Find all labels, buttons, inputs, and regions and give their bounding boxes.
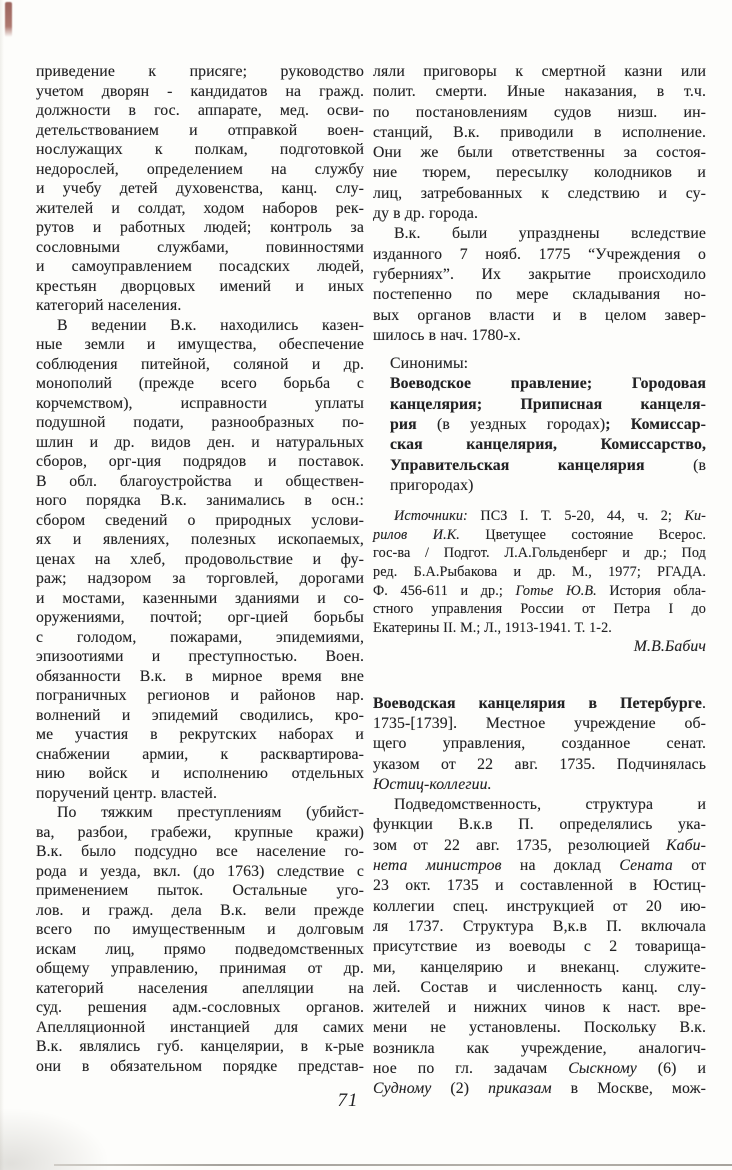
text-line	[36, 862, 364, 882]
text-line	[373, 775, 706, 795]
text-line	[36, 491, 364, 511]
text-line	[373, 526, 706, 545]
text-run: указом от 22 авг. 1735. Подчинялась	[373, 755, 706, 773]
text-run: Ки-	[684, 508, 706, 525]
text-run: на доклад	[501, 857, 620, 875]
text-line	[36, 920, 364, 940]
text-run: станций, В.к. приводили в исполнение.	[373, 123, 706, 141]
text-line	[36, 179, 364, 199]
text-run: ми, канцелярию и внеканц. служите-	[373, 958, 706, 976]
right-text-column	[373, 62, 706, 1100]
text-run: губерниях”. Их закрытие происходило	[373, 265, 706, 283]
text-line	[373, 917, 706, 937]
text-run: сбором сведений о природных услови-	[36, 511, 364, 529]
text-run: ред. Б.А.Рыбакова и др. М., 1977; РГАДА.	[373, 564, 706, 581]
text-run: .	[701, 694, 706, 712]
text-run: ме участия в рекрутских наборах и	[36, 726, 364, 743]
text-line	[390, 395, 706, 415]
text-line	[390, 415, 706, 435]
structure-paragraph	[373, 795, 706, 1099]
text-line	[36, 355, 364, 375]
text-line	[36, 589, 364, 609]
text-run: Источники:	[394, 508, 468, 525]
text-run: с голодом, пожарами, эпидемиями,	[36, 628, 364, 646]
page-edge-shadow	[54, 1164, 732, 1166]
text-line	[373, 204, 706, 224]
text-run: (в	[693, 456, 706, 474]
text-run: нию войск и исполнению отдельных	[36, 765, 364, 782]
text-line	[373, 285, 706, 305]
text-run: Сыскному	[568, 1060, 637, 1078]
text-run: крестьян дворцовых имений и иных	[36, 277, 364, 295]
text-run: общему управлению, принимая от др.	[36, 960, 364, 977]
text-line	[373, 897, 706, 917]
text-line	[36, 686, 364, 706]
text-line	[36, 706, 364, 726]
text-line	[373, 582, 706, 601]
text-line	[36, 472, 364, 492]
text-run: по постановлениям судов низш. ин-	[373, 103, 706, 121]
text-run: зом от 22 авг. 1735, резолюцией	[373, 836, 666, 854]
text-line	[373, 755, 706, 775]
text-line	[36, 1037, 364, 1057]
text-run: соблюдения питейной, соляной и др.	[36, 355, 364, 373]
text-line	[36, 160, 364, 180]
text-run: сборов, орг-ция подрядов и поставок.	[36, 453, 364, 470]
text-run: жителей и солдат, ходом наборов рек-	[36, 199, 364, 217]
text-line	[36, 101, 364, 121]
text-run: Юстиц-коллегии.	[373, 775, 492, 793]
text-line	[373, 245, 706, 265]
text-run: лиц, затребованных к следствию и су-	[373, 184, 706, 202]
text-line	[36, 374, 364, 394]
text-line	[36, 530, 364, 550]
text-run: В.к. было подсудно все население го-	[36, 843, 364, 860]
text-run: Каби-	[666, 836, 706, 854]
text-line	[373, 544, 706, 563]
text-run: мени не установлены. Поскольку В.к.	[373, 1019, 706, 1037]
text-run: Подведомственность, структура и	[394, 796, 706, 814]
scan-smudge	[0, 1108, 110, 1170]
text-line	[373, 937, 706, 957]
text-line	[373, 507, 706, 526]
text-line	[373, 836, 706, 856]
text-run: рода и уезда, вкл. (до 1763) следствие с	[36, 862, 364, 880]
text-run: щего управления, созданное сенат.	[373, 735, 706, 753]
text-run: полит. смерти. Иные наказания, в т.ч.	[373, 83, 706, 101]
text-line	[36, 569, 364, 589]
text-run: приказам	[488, 1080, 552, 1098]
text-run: стного управления России от Петра I до	[373, 601, 706, 618]
text-run: История обла-	[596, 582, 706, 599]
text-line	[390, 374, 706, 394]
text-run: они в обязательном порядке представ-	[36, 1057, 364, 1075]
text-run: детельствованием и отправкой воен-	[36, 121, 364, 139]
text-line	[373, 815, 706, 835]
sources-block	[373, 507, 706, 637]
text-run: ва, разбои, грабежи, крупные кражи)	[36, 823, 364, 841]
continuation-paragraph	[36, 62, 364, 316]
text-run: сословными службами, повинностями	[36, 238, 364, 256]
text-run: Воеводское правление; Городовая	[390, 375, 706, 393]
text-run: М.В.Бабич	[633, 638, 706, 656]
text-line	[36, 62, 364, 82]
text-line	[36, 199, 364, 219]
text-run: оружениями, почтой; орг-цией борьбы	[36, 609, 364, 626]
text-line	[373, 734, 706, 754]
text-line	[373, 619, 706, 638]
text-run: В обл. благоустройства и обществен-	[36, 472, 364, 490]
text-run: рутов и работных людей; контроль за	[36, 219, 364, 236]
text-line	[373, 714, 706, 734]
text-run: шилось в нач. 1780-х.	[373, 326, 521, 344]
text-run: ях и явлениях, полезных ископаемых,	[36, 531, 364, 548]
text-run: лей. Состав и численность канц. слу-	[373, 978, 706, 996]
text-run: должности в гос. аппарате, мед. осви-	[36, 102, 364, 119]
text-run: пограничных регионов и районов нар.	[36, 687, 364, 704]
text-line	[373, 795, 706, 815]
text-run: В.к. были упразднены вследствие	[394, 225, 706, 243]
red-ink-mark	[5, 2, 12, 37]
text-run: В ведении В.к. находились казен-	[57, 316, 364, 334]
text-line	[36, 725, 364, 745]
text-run: и учебу детей духовенства, канц. слу-	[36, 180, 364, 197]
abolition-paragraph	[373, 224, 706, 346]
text-line	[36, 296, 364, 316]
text-run: Готье Ю.В.	[515, 582, 597, 599]
text-run: всего по имущественным и долговым	[36, 921, 364, 938]
text-run: Судному	[373, 1080, 432, 1098]
text-line	[373, 1039, 706, 1059]
text-line	[36, 998, 364, 1018]
text-line	[390, 456, 706, 476]
text-run: В.к. являлись губ. канцелярии, в к-рые	[36, 1038, 364, 1055]
text-line	[36, 667, 364, 687]
text-line	[36, 764, 364, 784]
text-run: ляли приговоры к смертной казни или	[373, 63, 706, 80]
text-run: По тяжким преступлениям (убийст-	[57, 804, 364, 821]
text-line	[373, 265, 706, 285]
text-line	[373, 694, 706, 714]
text-line	[36, 257, 364, 277]
text-run: ля 1737. Структура В,к.в П. включала	[373, 917, 706, 935]
text-run: Синонимы:	[390, 355, 469, 373]
text-run: ду в др. города.	[373, 205, 479, 223]
text-line	[36, 647, 364, 667]
entry-voevodskaya-kancelyariya-v-peterburge	[373, 694, 706, 795]
text-run: обязанности В.к. в мирное время вне	[36, 667, 364, 685]
text-run: эпизоотиями и преступностью. Воен.	[36, 648, 364, 665]
text-line	[373, 600, 706, 619]
text-run: 23 окт. 1735 и составленной в Юстиц-	[373, 877, 706, 895]
text-line	[373, 163, 706, 183]
text-line	[373, 224, 706, 244]
text-line	[36, 608, 364, 628]
text-run: жителей и нижних чинов к наст. вре-	[373, 999, 706, 1017]
text-run: рия	[390, 416, 437, 434]
text-line	[373, 184, 706, 204]
text-run: и мостами, казенными зданиями и со-	[36, 589, 364, 607]
text-line	[390, 435, 706, 455]
text-run: и самоуправлением посадских людей,	[36, 258, 364, 275]
text-run: раж; надзором за торговлей, дорогами	[36, 570, 364, 587]
text-line	[36, 940, 364, 960]
text-line	[373, 326, 706, 346]
text-run: Цветущее состояние Всерос.	[459, 526, 706, 543]
text-run: нослужащих к полкам, подготовкой	[36, 141, 364, 158]
text-run: волнений и эпидемий сводились, кро-	[36, 706, 364, 724]
left-text-column	[36, 62, 364, 1076]
text-run: в Москве, мож-	[551, 1080, 706, 1098]
court-paragraph	[36, 803, 364, 1076]
text-run: от	[672, 857, 706, 875]
text-run: Екатерины II. М.; Л., 1913-1941. Т. 1-2.	[373, 619, 612, 636]
text-run: ценах на хлеб, продовольствие и фу-	[36, 550, 364, 568]
text-line	[36, 1057, 364, 1077]
text-line	[36, 823, 364, 843]
text-line	[373, 82, 706, 102]
text-run: ные земли и имущества, обеспечение	[36, 336, 364, 353]
text-line	[36, 511, 364, 531]
text-line	[36, 550, 364, 570]
text-line	[36, 413, 364, 433]
text-run: монополий (прежде всего борьба с	[36, 375, 364, 392]
text-run: (в уездных городах)	[436, 416, 606, 434]
text-line	[36, 316, 364, 336]
text-line	[390, 476, 706, 496]
text-run: 1735-[1739]. Местное учреждение об-	[373, 714, 706, 732]
text-run: Они же были ответственны за состоя-	[373, 144, 706, 162]
text-run: канцелярия; Приписная канцеля-	[390, 395, 706, 413]
text-line	[36, 277, 364, 297]
text-line	[36, 82, 364, 102]
text-run: суд. решения адм.-сословных органов.	[36, 999, 364, 1016]
text-line	[373, 1018, 706, 1038]
vedenie-paragraph	[36, 316, 364, 804]
text-run: (2)	[431, 1080, 489, 1098]
text-line	[373, 143, 706, 163]
text-run: применением пыток. Остальные уго-	[36, 882, 364, 899]
text-run: гос-ва / Подгот. Л.А.Гольденберг и др.; Под	[373, 545, 706, 562]
text-run: ПСЗ I. Т. 5-20, 44, ч. 2;	[467, 508, 685, 525]
text-run: постепенно по мере складывания но-	[373, 286, 706, 304]
text-run: Сената	[619, 857, 673, 875]
text-line	[373, 958, 706, 978]
text-line	[373, 856, 706, 876]
text-run: шлин и др. видов ден. и натуральных	[36, 433, 364, 451]
text-run: функции В.к.в П. определялись ука-	[373, 816, 706, 834]
text-line	[36, 979, 364, 999]
text-run: пригородах)	[390, 476, 474, 494]
text-run: коллегии спец. инструкцией от 20 ию-	[373, 897, 706, 915]
text-run: лов. и гражд. дела В.к. вели прежде	[36, 901, 364, 919]
text-line	[36, 140, 364, 160]
text-line	[36, 1018, 364, 1038]
text-line	[36, 238, 364, 258]
text-run: ное по гл. задачам	[373, 1060, 569, 1078]
text-run: Апелляционной инстанцией для самих	[36, 1018, 364, 1036]
text-line	[373, 998, 706, 1018]
text-run: категорий населения.	[36, 297, 182, 314]
text-run: ; Комиссар-	[605, 416, 706, 434]
author-signature	[373, 637, 706, 657]
text-line	[36, 803, 364, 823]
text-run: учетом дворян - кандидатов на гражд.	[36, 82, 364, 100]
text-run: Ф. 456-611 и др.;	[373, 582, 516, 599]
text-line	[373, 563, 706, 582]
text-line	[36, 959, 364, 979]
text-run: подушной подати, разнообразных по-	[36, 414, 364, 431]
text-line	[36, 121, 364, 141]
text-run: корчемством), исправности уплаты	[36, 394, 364, 412]
page-number: 71	[337, 1090, 359, 1111]
text-line	[373, 123, 706, 143]
text-run: недорослей, определением на службу	[36, 160, 364, 178]
text-run: возникла как учреждение, аналогич-	[373, 1039, 706, 1057]
text-line	[373, 62, 706, 82]
text-run: поручений центр. властей.	[36, 784, 217, 802]
text-run: снабжении армии, к расквартирова-	[36, 745, 364, 763]
text-run: Воеводская канцелярия в Петербурге	[373, 694, 702, 712]
text-line	[36, 628, 364, 648]
text-run: категорий населения апелляции на	[36, 979, 364, 997]
text-line	[36, 335, 364, 355]
text-line	[36, 218, 364, 238]
text-run: рилов И.К.	[373, 526, 460, 543]
text-run: (6) и	[636, 1060, 706, 1078]
text-line	[36, 452, 364, 472]
text-line	[373, 306, 706, 326]
text-run: вых органов власти и в целом завер-	[373, 306, 706, 324]
text-line	[36, 745, 364, 765]
text-line	[36, 881, 364, 901]
text-run: приведение к присяге; руководство	[36, 63, 364, 80]
text-line	[36, 901, 364, 921]
text-line	[373, 876, 706, 896]
text-run: присутствие из воеводы с 2 товарища-	[373, 938, 706, 956]
text-run: нета министров	[373, 857, 502, 875]
text-run: Управительская канцелярия	[390, 456, 694, 474]
text-run: ние тюрем, пересылку колодников и	[373, 164, 706, 182]
synonyms-block	[390, 354, 706, 496]
text-line	[36, 394, 364, 414]
text-run: ская канцелярия, Комиссарство,	[390, 436, 706, 454]
text-line	[36, 433, 364, 453]
sentences-paragraph	[373, 62, 706, 224]
text-line	[390, 354, 706, 374]
text-run: изданного 7 нояб. 1775 “Учреждения о	[373, 245, 706, 263]
text-run: ного порядка В.к. занимались в осн.:	[36, 492, 364, 509]
text-line	[373, 978, 706, 998]
text-line	[373, 103, 706, 123]
text-line	[373, 1079, 706, 1099]
text-run: искам лиц, прямо подведомственных	[36, 940, 364, 958]
text-line	[36, 784, 364, 804]
text-line	[373, 1059, 706, 1079]
text-line	[36, 842, 364, 862]
text-line	[373, 637, 706, 657]
